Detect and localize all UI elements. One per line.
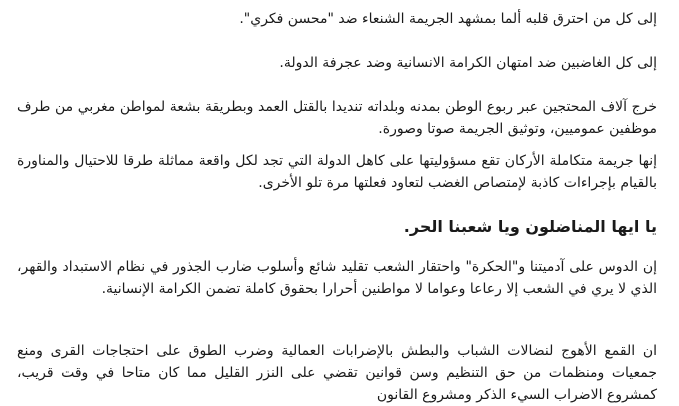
- section-heading: يا ايها المناضلون ويا شعبنا الحر.: [403, 217, 657, 236]
- paragraph-1: إلى كل من احترق قلبه ألما بمشهد الجريمة الشنعاء ضد "محسن فكري".: [239, 11, 657, 27]
- paragraph-2: إلى كل الغاضبين ضد امتهان الكرامة الانسانية وضد عجرفة الدولة.: [279, 55, 657, 71]
- paragraph-3: خرج آلاف المحتجين عبر ربوع الوطن بمدنه وبلداته تنديدا بالقتل العمد وبطريقة بشعة لمواطن مغربي من طرف موظفين عموميين، وتوثيق الجريمة صوتا وصورة.: [17, 99, 657, 137]
- paragraph-4: إنها جريمة متكاملة الأركان تقع مسؤوليتها على كاهل الدولة التي تجد لكل واقعة مماثلة طرقا للاحتيال والمناورة بالقيام بإجراءات كاذبة لإمتصاص الغضب لتعاود فعلتها مرة تلو الأخرى.: [17, 153, 657, 191]
- paragraph-5: إن الدوس على آدميتنا و"الحكرة" واحتقار الشعب تقليد شائع وأسلوب ضارب الجذور في نظام الاستبداد والقهر، الذي لا يري في الشعب إلا رعاعا وعواما لا مواطنين أحرارا بحقوق كاملة تضمن الكرامة الإنسانية.: [17, 259, 657, 297]
- paragraph-6: ان القمع الأهوج لنضالات الشباب والبطش بالإضرابات العمالية وضرب الطوق على احتجاجات القرى ومنع جمعيات ومنظمات من حق التنظيم وسن قوانين تقضي على النزر القليل مما كان متاحا في وقت قريب، كمشروع الاضراب السيء الذكر ومشروع القانون: [17, 343, 657, 403]
